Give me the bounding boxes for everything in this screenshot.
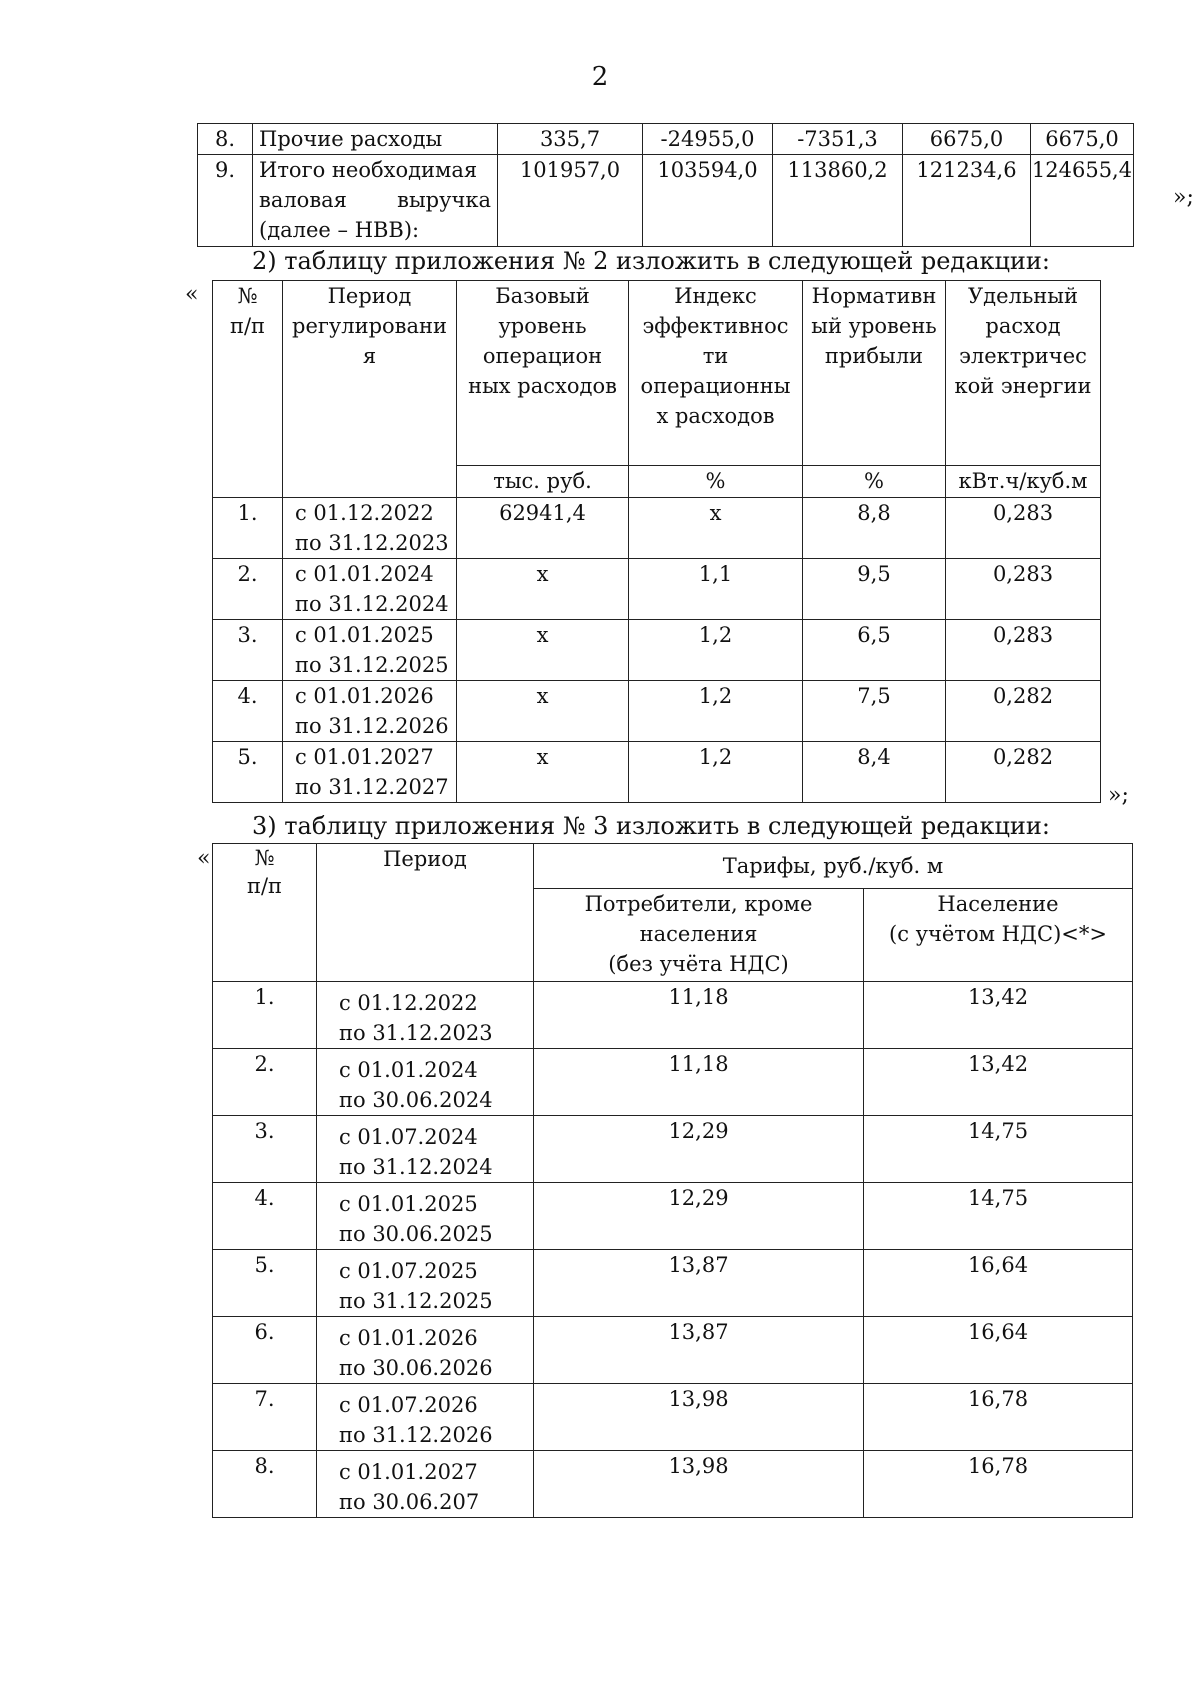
header-profit-level <box>803 281 946 466</box>
header-period: Период <box>317 844 534 982</box>
row-number: 1. <box>213 498 283 559</box>
period-to: по 31.12.2023 <box>339 1021 493 1045</box>
table-cell: 1,1 <box>629 559 803 620</box>
table-cell: 0,283 <box>946 620 1101 681</box>
table-cell: 13,42 <box>864 982 1133 1049</box>
header-line: уровень <box>498 314 587 338</box>
period-cell <box>283 559 457 620</box>
table-row <box>198 124 1134 155</box>
period-from: с 01.01.2025 <box>339 1192 478 1216</box>
period-to: по 31.12.2025 <box>339 1289 493 1313</box>
table-cell: -24955,0 <box>643 124 773 155</box>
period-to: по 30.06.2026 <box>339 1356 493 1380</box>
header-line: эффективнос <box>642 314 789 338</box>
row-number: 4. <box>213 681 283 742</box>
row-number: 1. <box>213 982 317 1049</box>
instruction-paragraph: 2) таблицу приложения № 2 изложить в следующей редакции: <box>252 247 1051 275</box>
header-population <box>864 889 1133 982</box>
period-to: по 30.06.2025 <box>339 1222 493 1246</box>
table-row <box>213 681 1101 742</box>
period-from: с 01.01.2024 <box>339 1058 478 1082</box>
period-from: с 01.12.2022 <box>295 501 434 525</box>
header-line: прибыли <box>824 344 924 368</box>
table-row <box>213 1049 1133 1116</box>
period-from: с 01.07.2025 <box>339 1259 478 1283</box>
table-cell: 11,18 <box>534 982 864 1049</box>
header-num <box>213 281 283 498</box>
header-line: Потребители, кроме <box>584 892 813 916</box>
table-cell: 0,282 <box>946 742 1101 803</box>
table-cell: 0,282 <box>946 681 1101 742</box>
table-row <box>213 1451 1133 1518</box>
page-number: 2 <box>591 62 609 92</box>
table-cell: 6675,0 <box>1031 124 1134 155</box>
table-cell: 16,64 <box>864 1317 1133 1384</box>
header-line: Население <box>937 892 1059 916</box>
table-cell: 62941,4 <box>457 498 629 559</box>
row-number: 6. <box>213 1317 317 1384</box>
period-cell <box>317 1116 534 1183</box>
period-cell <box>283 681 457 742</box>
header-line: (с учётом НДС)<*> <box>889 922 1107 946</box>
row-name-line: Итого необходимая <box>259 158 478 182</box>
row-name-line: валовая выручка <box>259 188 491 212</box>
header-line: Базовый <box>495 284 590 308</box>
table-cell: 14,75 <box>864 1183 1133 1250</box>
table-row <box>198 155 1134 247</box>
header-line: электричес <box>959 344 1087 368</box>
table-cell: -7351,3 <box>773 124 903 155</box>
table-row <box>213 1183 1133 1250</box>
table-cell: 12,29 <box>534 1183 864 1250</box>
header-line: (без учёта НДС) <box>608 952 789 976</box>
row-name-line: (далее – НВВ): <box>259 218 420 242</box>
table-cell: 13,87 <box>534 1250 864 1317</box>
header-num <box>213 844 317 982</box>
table-cell: 124655,4 <box>1031 155 1134 247</box>
header-tariffs: Тарифы, руб./куб. м <box>534 844 1133 889</box>
period-from: с 01.01.2027 <box>295 745 434 769</box>
period-cell <box>317 982 534 1049</box>
table-cell: 16,78 <box>864 1451 1133 1518</box>
period-from: с 01.01.2026 <box>295 684 434 708</box>
table-cell: 9,5 <box>803 559 946 620</box>
table-cell: 7,5 <box>803 681 946 742</box>
period-to: по 30.06.207 <box>339 1490 480 1514</box>
period-cell <box>317 1250 534 1317</box>
row-number: 4. <box>213 1183 317 1250</box>
period-to: по 31.12.2024 <box>295 592 449 616</box>
header-consumers <box>534 889 864 982</box>
table-cell: 6,5 <box>803 620 946 681</box>
period-to: по 31.12.2026 <box>295 714 449 738</box>
header-line: расход <box>985 314 1061 338</box>
header-line: Период <box>327 284 412 308</box>
header-line: ти <box>702 344 729 368</box>
table-cell: х <box>457 681 629 742</box>
period-to: по 31.12.2027 <box>295 775 449 799</box>
period-cell <box>317 1384 534 1451</box>
table-cell: 8,4 <box>803 742 946 803</box>
table-row <box>213 498 1101 559</box>
table-cell: 335,7 <box>498 124 643 155</box>
closing-quote: »; <box>1108 783 1129 808</box>
period-to: по 31.12.2025 <box>295 653 449 677</box>
table-row <box>213 1317 1133 1384</box>
header-line: п/п <box>229 314 266 338</box>
row-number: 9. <box>198 155 253 247</box>
header-line: операционны <box>640 374 791 398</box>
table-cell: 1,2 <box>629 742 803 803</box>
period-from: с 01.01.2024 <box>295 562 434 586</box>
table-cell: х <box>629 498 803 559</box>
row-number: 2. <box>213 1049 317 1116</box>
period-to: по 30.06.2024 <box>339 1088 493 1112</box>
table-row <box>213 1384 1133 1451</box>
period-to: по 31.12.2024 <box>339 1155 493 1179</box>
opening-quote: « <box>197 846 211 871</box>
table-cell: 12,29 <box>534 1116 864 1183</box>
row-name: Прочие расходы <box>253 124 498 155</box>
header-line: я <box>362 344 377 368</box>
table-cell: 121234,6 <box>903 155 1031 247</box>
table-cell: 11,18 <box>534 1049 864 1116</box>
header-line: Нормативн <box>811 284 937 308</box>
header-base-level <box>457 281 629 466</box>
header-line: п/п <box>246 874 283 898</box>
table-cell: 13,42 <box>864 1049 1133 1116</box>
header-line: регулировани <box>292 314 447 338</box>
table-cell: 13,98 <box>534 1451 864 1518</box>
table-cell: 13,98 <box>534 1384 864 1451</box>
table-row <box>213 1250 1133 1317</box>
period-cell <box>317 1183 534 1250</box>
table-cell: 1,2 <box>629 681 803 742</box>
period-from: с 01.01.2025 <box>295 623 434 647</box>
table-row <box>213 742 1101 803</box>
period-cell <box>317 1317 534 1384</box>
table-cell: 0,283 <box>946 559 1101 620</box>
header-line: х расходов <box>656 404 775 428</box>
header-line: операцион <box>482 344 603 368</box>
period-to: по 31.12.2026 <box>339 1423 493 1447</box>
unit-cell: кВт.ч/куб.м <box>946 466 1101 498</box>
header-efficiency-index <box>629 281 803 466</box>
period-from: с 01.07.2026 <box>339 1393 478 1417</box>
opening-quote: « <box>185 282 199 307</box>
period-cell <box>283 742 457 803</box>
header-line: населения <box>639 922 758 946</box>
table-row <box>213 1116 1133 1183</box>
period-cell <box>283 498 457 559</box>
unit-cell: тыс. руб. <box>457 466 629 498</box>
table-cell: 103594,0 <box>643 155 773 247</box>
row-name <box>253 155 498 247</box>
unit-cell: % <box>803 466 946 498</box>
period-cell <box>317 1049 534 1116</box>
table-row <box>213 982 1133 1049</box>
table-cell: 6675,0 <box>903 124 1031 155</box>
row-number: 3. <box>213 620 283 681</box>
table-cell: х <box>457 559 629 620</box>
table-cell: 0,283 <box>946 498 1101 559</box>
appendix-2-table <box>212 280 1101 803</box>
table-cell: 1,2 <box>629 620 803 681</box>
closing-quote: »; <box>1173 185 1194 210</box>
table-cell: 13,87 <box>534 1317 864 1384</box>
header-line: № <box>254 846 275 870</box>
period-cell <box>283 620 457 681</box>
period-from: с 01.01.2027 <box>339 1460 478 1484</box>
header-row <box>213 844 1133 889</box>
table-cell: 14,75 <box>864 1116 1133 1183</box>
header-line: ый уровень <box>811 314 937 338</box>
row-number: 8. <box>198 124 253 155</box>
row-number: 2. <box>213 559 283 620</box>
table-cell: х <box>457 620 629 681</box>
table-row <box>213 620 1101 681</box>
period-cell <box>317 1451 534 1518</box>
instruction-paragraph: 3) таблицу приложения № 3 изложить в следующей редакции: <box>252 812 1051 840</box>
period-to: по 31.12.2023 <box>295 531 449 555</box>
table-cell: 8,8 <box>803 498 946 559</box>
row-number: 8. <box>213 1451 317 1518</box>
period-from: с 01.01.2026 <box>339 1326 478 1350</box>
table-cell: х <box>457 742 629 803</box>
table-cell: 16,78 <box>864 1384 1133 1451</box>
table-cell: 113860,2 <box>773 155 903 247</box>
row-number: 5. <box>213 742 283 803</box>
header-line: № <box>237 284 258 308</box>
row-number: 3. <box>213 1116 317 1183</box>
header-line: ных расходов <box>468 374 617 398</box>
table-cell: 101957,0 <box>498 155 643 247</box>
header-line: кой энергии <box>954 374 1092 398</box>
header-line: Удельный <box>967 284 1078 308</box>
row-number: 5. <box>213 1250 317 1317</box>
appendix-3-table <box>212 843 1133 1518</box>
unit-cell: % <box>629 466 803 498</box>
header-period <box>283 281 457 498</box>
period-from: с 01.07.2024 <box>339 1125 478 1149</box>
header-row <box>213 281 1101 466</box>
header-line: Индекс <box>674 284 757 308</box>
table-row <box>213 559 1101 620</box>
period-from: с 01.12.2022 <box>339 991 478 1015</box>
budget-table <box>197 123 1134 247</box>
header-energy-consumption <box>946 281 1101 466</box>
row-number: 7. <box>213 1384 317 1451</box>
table-cell: 16,64 <box>864 1250 1133 1317</box>
